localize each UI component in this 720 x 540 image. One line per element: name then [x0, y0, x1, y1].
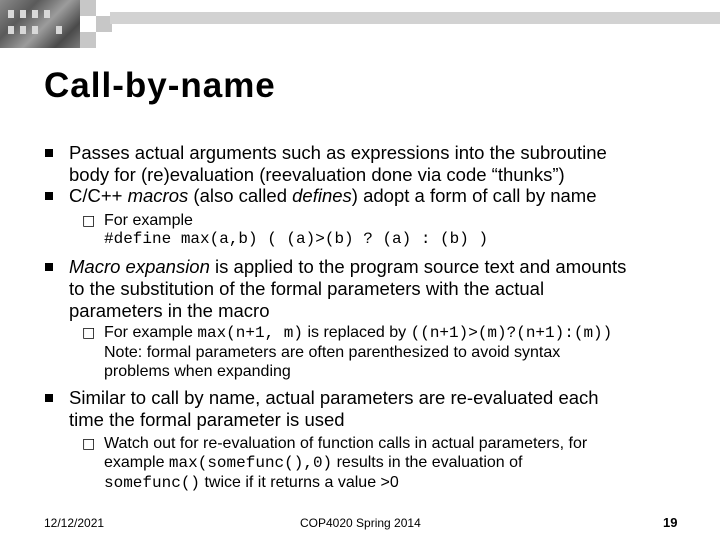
code-line: #define max(a,b) ( (a)>(b) ? (a) : (b) )	[104, 230, 489, 248]
bullet-2	[69, 185, 597, 207]
building-photo	[0, 0, 80, 48]
hollow-square-bullet: □	[82, 325, 96, 341]
header-strip	[110, 12, 720, 24]
text-line: problems when expanding	[104, 363, 291, 380]
bullet-marker	[45, 192, 53, 200]
text-line: somefunc() twice if it returns a value >0	[104, 474, 399, 492]
sub-bullet-1	[82, 211, 489, 249]
text-line: For example max(n+1, m) is replaced by ((n+1)>(m)?(n+1):(m))	[104, 324, 613, 342]
text-line: body for (re)evaluation (reevaluation done via code “thunks”)	[69, 164, 565, 185]
page-number: 19	[663, 515, 678, 530]
header-banner	[0, 0, 720, 48]
text-line: Passes actual arguments such as expressions into the subroutine	[69, 142, 607, 163]
text-line: C/C++ macros (also called defines) adopt a form of call by name	[69, 185, 597, 206]
text-line: to the substitution of the formal parameters with the actual	[69, 278, 545, 299]
bullet-1	[69, 142, 607, 186]
footer-course: COP4020 Spring 2014	[300, 516, 421, 530]
sub-bullet-2	[82, 323, 613, 381]
text-line: Note: formal parameters are often parenthesized to avoid syntax	[104, 344, 561, 361]
decor-square	[80, 32, 96, 48]
text-line: parameters in the macro	[69, 300, 270, 321]
hollow-square-bullet: □	[82, 213, 96, 229]
footer-date: 12/12/2021	[44, 516, 105, 530]
text-line: Macro expansion is applied to the program source text and amounts	[69, 256, 627, 277]
text-line: time the formal parameter is used	[69, 409, 345, 430]
sub-bullet-3	[82, 434, 588, 493]
text-line: Watch out for re-evaluation of function calls in actual parameters, for	[104, 435, 588, 452]
bullet-4	[69, 387, 599, 431]
bullet-marker	[45, 263, 53, 271]
text-line: Similar to call by name, actual parameters are re-evaluated each	[69, 387, 599, 408]
text-line: example max(somefunc(),0) results in the evaluation of	[104, 454, 523, 472]
decor-square	[80, 0, 96, 16]
hollow-square-bullet: □	[82, 436, 96, 452]
bullet-3	[69, 256, 626, 322]
bullet-marker	[45, 149, 53, 157]
bullet-marker	[45, 394, 53, 402]
text-line: For example	[104, 212, 193, 229]
slide-title: Call-by-name	[44, 66, 276, 105]
